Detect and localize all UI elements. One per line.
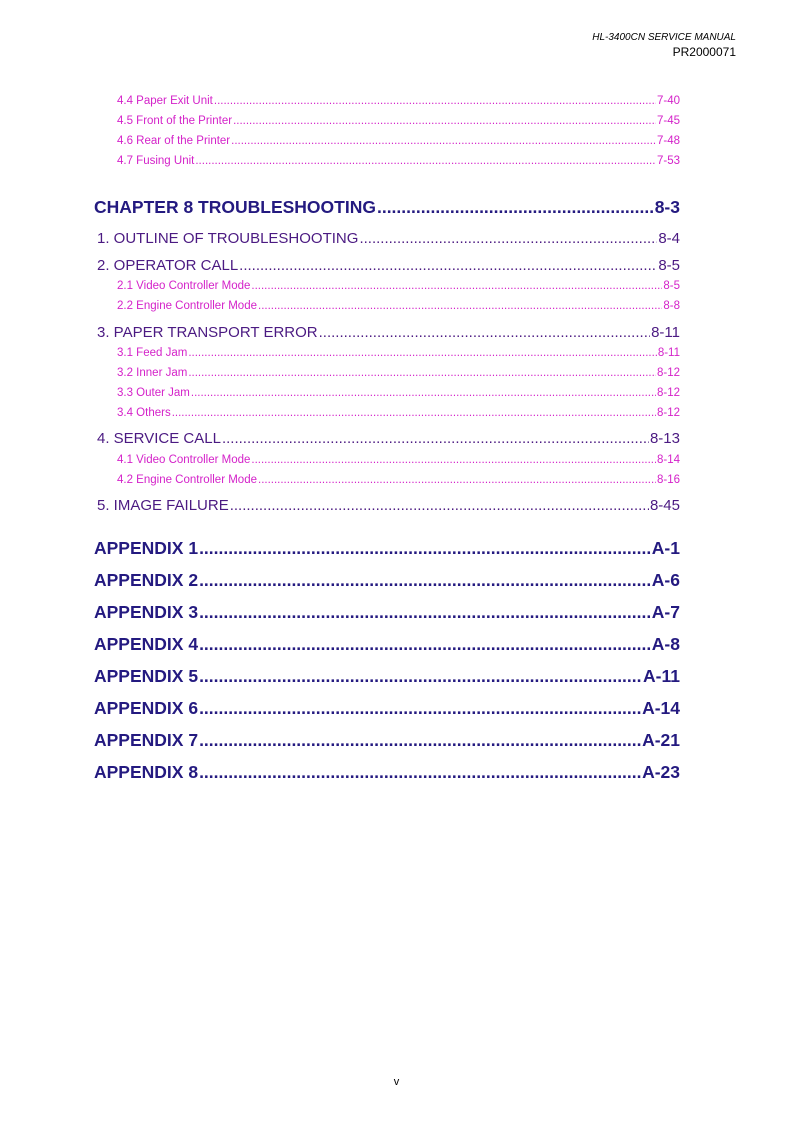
toc-appendix-4[interactable] — [94, 634, 680, 656]
dot-leader — [214, 95, 656, 107]
page-number: v — [393, 1076, 400, 1088]
toc-entry-3-1[interactable] — [117, 347, 680, 363]
dot-leader — [319, 324, 650, 341]
toc-entry-label: 3. PAPER TRANSPORT ERROR — [97, 324, 318, 341]
toc-entry-4-7[interactable] — [117, 155, 680, 171]
toc-entry-label: 4.4 Paper Exit Unit — [117, 95, 213, 107]
toc-entry-3-2[interactable] — [117, 367, 680, 383]
toc-entry-page: A-8 — [651, 634, 680, 654]
dot-leader — [199, 602, 651, 623]
toc-entry-page: 7-53 — [656, 155, 680, 167]
toc-entry-label: 4.2 Engine Controller Mode — [117, 474, 257, 486]
toc-entry-page: 8-11 — [651, 324, 680, 341]
dot-leader — [199, 698, 641, 719]
toc-entry-label: 2.1 Video Controller Mode — [117, 280, 251, 292]
toc-entry-label: 2. OPERATOR CALL — [97, 257, 239, 274]
toc-appendix-3[interactable] — [94, 602, 680, 624]
manual-title: HL-3400CN SERVICE MANUAL — [592, 32, 736, 43]
dot-leader — [199, 570, 651, 591]
dot-leader — [222, 430, 649, 447]
toc-entry-label: CHAPTER 8 TROUBLESHOOTING — [94, 197, 376, 217]
toc-chapter-8[interactable] — [94, 197, 680, 219]
toc-appendix-7[interactable] — [94, 730, 680, 752]
dot-leader — [199, 762, 641, 783]
toc-section-2[interactable] — [97, 257, 680, 276]
toc-entry-label: 3.3 Outer Jam — [117, 387, 190, 399]
toc-entry-label: APPENDIX 6 — [94, 698, 199, 718]
toc-entry-2-2[interactable] — [117, 300, 680, 316]
dot-leader — [377, 197, 654, 218]
toc-entry-label: 4.1 Video Controller Mode — [117, 454, 251, 466]
dot-leader — [251, 454, 656, 466]
toc-entry-label: APPENDIX 4 — [94, 634, 199, 654]
toc-entry-page: A-7 — [651, 602, 680, 622]
toc-entry-page: 8-13 — [649, 430, 680, 447]
toc-entry-page: 7-48 — [656, 135, 680, 147]
document-code: PR2000071 — [672, 45, 736, 59]
toc-entry-4-1[interactable] — [117, 454, 680, 470]
toc-appendix-1[interactable] — [94, 538, 680, 560]
toc-entry-page: A-11 — [643, 666, 680, 686]
toc-entry-page: 8-12 — [656, 407, 680, 419]
dot-leader — [251, 280, 662, 292]
toc-section-5[interactable] — [97, 497, 680, 516]
toc-entry-4-5[interactable] — [117, 115, 680, 131]
toc-entry-page: 8-11 — [657, 347, 680, 359]
toc-entry-page: 8-4 — [658, 230, 680, 247]
dot-leader — [199, 538, 651, 559]
toc-entry-page: A-23 — [642, 762, 680, 782]
toc-entry-page: 8-45 — [649, 497, 680, 514]
toc-entry-page: A-6 — [651, 570, 680, 590]
toc-entry-page: 7-45 — [656, 115, 680, 127]
dot-leader — [233, 115, 656, 127]
toc-entry-label: APPENDIX 2 — [94, 570, 199, 590]
toc-entry-label: 3.1 Feed Jam — [117, 347, 188, 359]
toc-appendix-6[interactable] — [94, 698, 680, 720]
toc-appendix-5[interactable] — [94, 666, 680, 688]
toc-entry-page: 8-12 — [656, 367, 680, 379]
toc-entry-label: APPENDIX 3 — [94, 602, 199, 622]
toc-entry-label: 2.2 Engine Controller Mode — [117, 300, 257, 312]
toc-entry-3-3[interactable] — [117, 387, 680, 403]
toc-entry-page: 8-5 — [658, 257, 680, 274]
toc-entry-label: 3.2 Inner Jam — [117, 367, 188, 379]
toc-entry-page: A-1 — [651, 538, 680, 558]
toc-entry-label: 1. OUTLINE OF TROUBLESHOOTING — [97, 230, 359, 247]
dot-leader — [359, 230, 657, 247]
toc-entry-page: A-21 — [642, 730, 680, 750]
toc-entry-page: A-14 — [642, 698, 680, 718]
dot-leader — [258, 474, 656, 486]
toc-entry-label: APPENDIX 1 — [94, 538, 199, 558]
dot-leader — [172, 407, 656, 419]
toc-entry-label: 4.5 Front of the Printer — [117, 115, 233, 127]
dot-leader — [188, 367, 656, 379]
dot-leader — [188, 347, 657, 359]
toc-entry-4-4[interactable] — [117, 95, 680, 111]
toc-entry-page: 8-14 — [656, 454, 680, 466]
dot-leader — [199, 666, 642, 687]
toc-entry-page: 7-40 — [656, 95, 680, 107]
toc-appendix-2[interactable] — [94, 570, 680, 592]
toc-entry-4-6[interactable] — [117, 135, 680, 151]
toc-entry-label: APPENDIX 5 — [94, 666, 199, 686]
toc-entry-label: 4.7 Fusing Unit — [117, 155, 195, 167]
dot-leader — [191, 387, 656, 399]
toc-entry-label: 4. SERVICE CALL — [97, 430, 221, 447]
dot-leader — [231, 135, 656, 147]
toc-entry-page: 8-16 — [656, 474, 680, 486]
toc-entry-label: APPENDIX 7 — [94, 730, 199, 750]
dot-leader — [258, 300, 662, 312]
toc-entry-label: 4.6 Rear of the Printer — [117, 135, 231, 147]
dot-leader — [199, 730, 641, 751]
toc-entry-label: APPENDIX 8 — [94, 762, 199, 782]
toc-section-3[interactable] — [97, 324, 680, 343]
toc-entry-page: 8-12 — [656, 387, 680, 399]
toc-entry-label: 3.4 Others — [117, 407, 171, 419]
toc-entry-2-1[interactable] — [117, 280, 680, 296]
toc-entry-page: 8-8 — [663, 300, 680, 312]
dot-leader — [230, 497, 649, 514]
toc-entry-4-2[interactable] — [117, 474, 680, 490]
dot-leader — [199, 634, 651, 655]
toc-appendix-8[interactable] — [94, 762, 680, 784]
toc-section-1[interactable] — [97, 230, 680, 249]
dot-leader — [195, 155, 656, 167]
toc-section-4[interactable] — [97, 430, 680, 449]
toc-entry-page: 8-3 — [654, 197, 680, 217]
toc-entry-page: 8-5 — [663, 280, 680, 292]
toc-entry-3-4[interactable] — [117, 407, 680, 423]
toc-entry-label: 5. IMAGE FAILURE — [97, 497, 229, 514]
dot-leader — [239, 257, 657, 274]
